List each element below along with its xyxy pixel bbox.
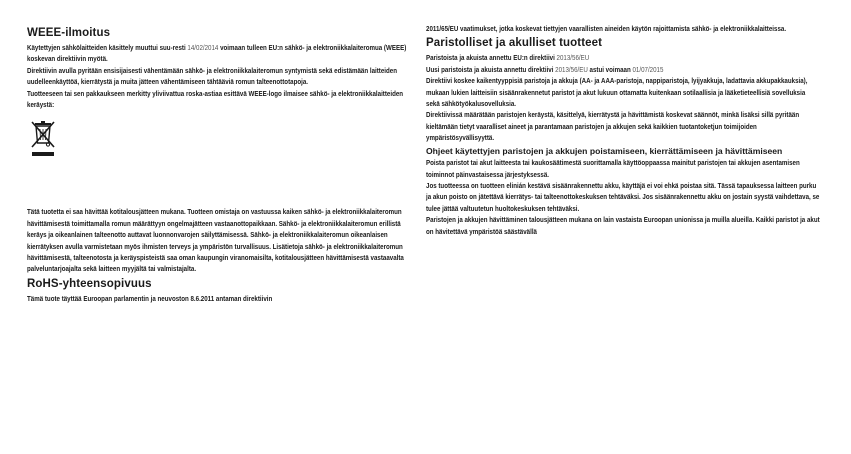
weee-paragraph-1-b: voimaan tulleen EU:n sähkö- ja elektroniikkalaiteromua (WEEE) koskevan direktiivin myötä. [27,43,407,64]
rohs-paragraph-1: Tämä tuote täyttää Euroopan parlamentin ja neuvoston 8.6.2011 antaman direktiivin [27,293,273,303]
weee-heading: WEEE-ilmoitus [27,27,111,39]
crossed-out-wheelie-bin-icon [29,118,59,160]
battery-paragraph-2: Direktiivi koskee kaikentyyppisiä paristoja ja akkuja (AA- ja AAA-paristoja, nappiparistoja, lyijyakkuja, ladattavia akkupakkauksia), mukaan lukien laitteisiin sisäänrakennetut paristot ja akut lukuun ottamatta kuitenkaan sotilaallisia ja lääketieteellisiä sovelluksia sekä sähkötyökalusovelluksia. [426,76,808,109]
weee-paragraph-3: Tuotteeseen tai sen pakkaukseen merkitty yliviivattua roska-astiaa esittävä WEEE-logo ilmaisee sähkö- ja elektroniikkalaitteiden keräystä: [27,88,404,110]
rohs-heading: RoHS-yhteensopivuus [27,277,152,290]
weee-paragraph-1 [27,42,412,65]
battery-paragraph-1-b: astui voimaan [587,64,633,74]
battery-paragraph-1 [426,64,820,75]
weee-paragraph-1-a: Käytettyjen sähkölaitteiden käsittely muuttui suu-resti [27,43,188,52]
left-column [27,26,413,304]
battery-paragraph-1-code: 2013/56/EU [555,64,588,74]
battery-paragraph-3: Direktiivissä määrätään paristojen keräystä, käsittelyä, kierrätystä ja hävittämistä koskevat säännöt, minkä lisäksi sillä pyritään kieltämään tietyt vaaralliset aineet ja parantamaan paristojen ja akkujen sekä kaikkien tuotantoketjun toimijoiden ympäristösyvällisyyttä. [426,110,800,143]
battery-subheading-text: Paristoista ja akuista annettu EU:n direktiivi [426,53,557,63]
weee-paragraph-1-date: 14/02/2014 [187,43,219,52]
battery-heading: Paristolliset ja akulliset tuotteet [426,37,603,50]
battery-paragraph-1-a: Uusi paristoista ja akuista annettu direktiivi [426,64,556,74]
weee-paragraph-4: Tätä tuotetta ei saa hävittää kotitalousjätteen mukana. Tuotteen omistaja on vastuussa kaiken sähkö- ja elektroniikkalaiteromun hävittämisestä toimittamalla romun määrättyyn ongelmajätteen vastaanottopaikkaan. Sähkö- ja elektroniikkalaiteromun erillistä keräys ja oikeanlainen talteenotto auttavat luonnonvarojen säilyttämisessä. Sähkö- ja elektroniikkalaiteromun oikeanlaisen kierrätyksen avulla varmistetaan myös ihmisten terveys ja ympäristön turvallisuus. Lisätietoja sähkö- ja elektroniikkalaiteromun hävittämisestä, talteenotosta ja keräyspisteistä saa oman kaupungin viranomaisilta, kotitalousjätteen hävittämisestä vastaavalta palveluntarjoajalta sekä laitteen myyjältä tai valmistajalta. [27,207,404,274]
removal-paragraph-2: Jos tuotteessa on tuotteen elinián kestävä sisäänrakennettu akku, käyttäjä ei voi ehkä poistaa sitä. Tässä tapauksessa laitteen purku ja akun poisto on jätettävä kierrätys- tai talteenottokeskuksen tehtäväksi. Jos sisäänrakennettu akku on jostain syystä vaihdettava, se tulee jättää valtuutetun huoltokeskuksen tehtäväksi. [426,181,820,213]
weee-logo-area [27,110,413,206]
rohs-paragraph-2: 2011/65/EU vaatimukset, jotka koskevat tiettyjen vaarallisten aineiden käytön rajoittamista sähkö- ja elektroniikkalaitteissa. [426,24,787,33]
battery-subheading-code: 2013/56/EU [556,53,590,63]
removal-paragraph-3: Paristojen ja akkujen hävittäminen talousjätteen mukana on lain vastaista Euroopan unionissa ja muilla alueilla. Kaikki paristot ja akut on hävitettävä ympäristöä säästävällä [426,215,820,236]
battery-subheading [426,52,820,63]
weee-paragraph-2: Direktiivin avulla pyritään ensisijaisesti vähentämään sähkö- ja elektroniikkalaiteromun syntymistä sekä edistämään laitteiden uudelleenkäyttöä, kierrätystä ja muita jätteen vähentämiseen tähtääviä romun talteenottotapoja. [27,65,398,87]
right-column [426,23,821,237]
removal-paragraph-1: Poista paristot tai akut laitteesta tai kaukosäätimestä suorittamalla käyttöoppaassa mainitut paristojen tai akkujen asentamisen toiminnot päinvastaisessa järjestyksessä. [426,158,800,179]
battery-paragraph-1-date: 01/07/2015 [632,64,664,74]
removal-heading: Ohjeet käytettyjen paristojen ja akkujen poistamiseen, kierrättämiseen ja hävittämiseen [426,145,783,156]
